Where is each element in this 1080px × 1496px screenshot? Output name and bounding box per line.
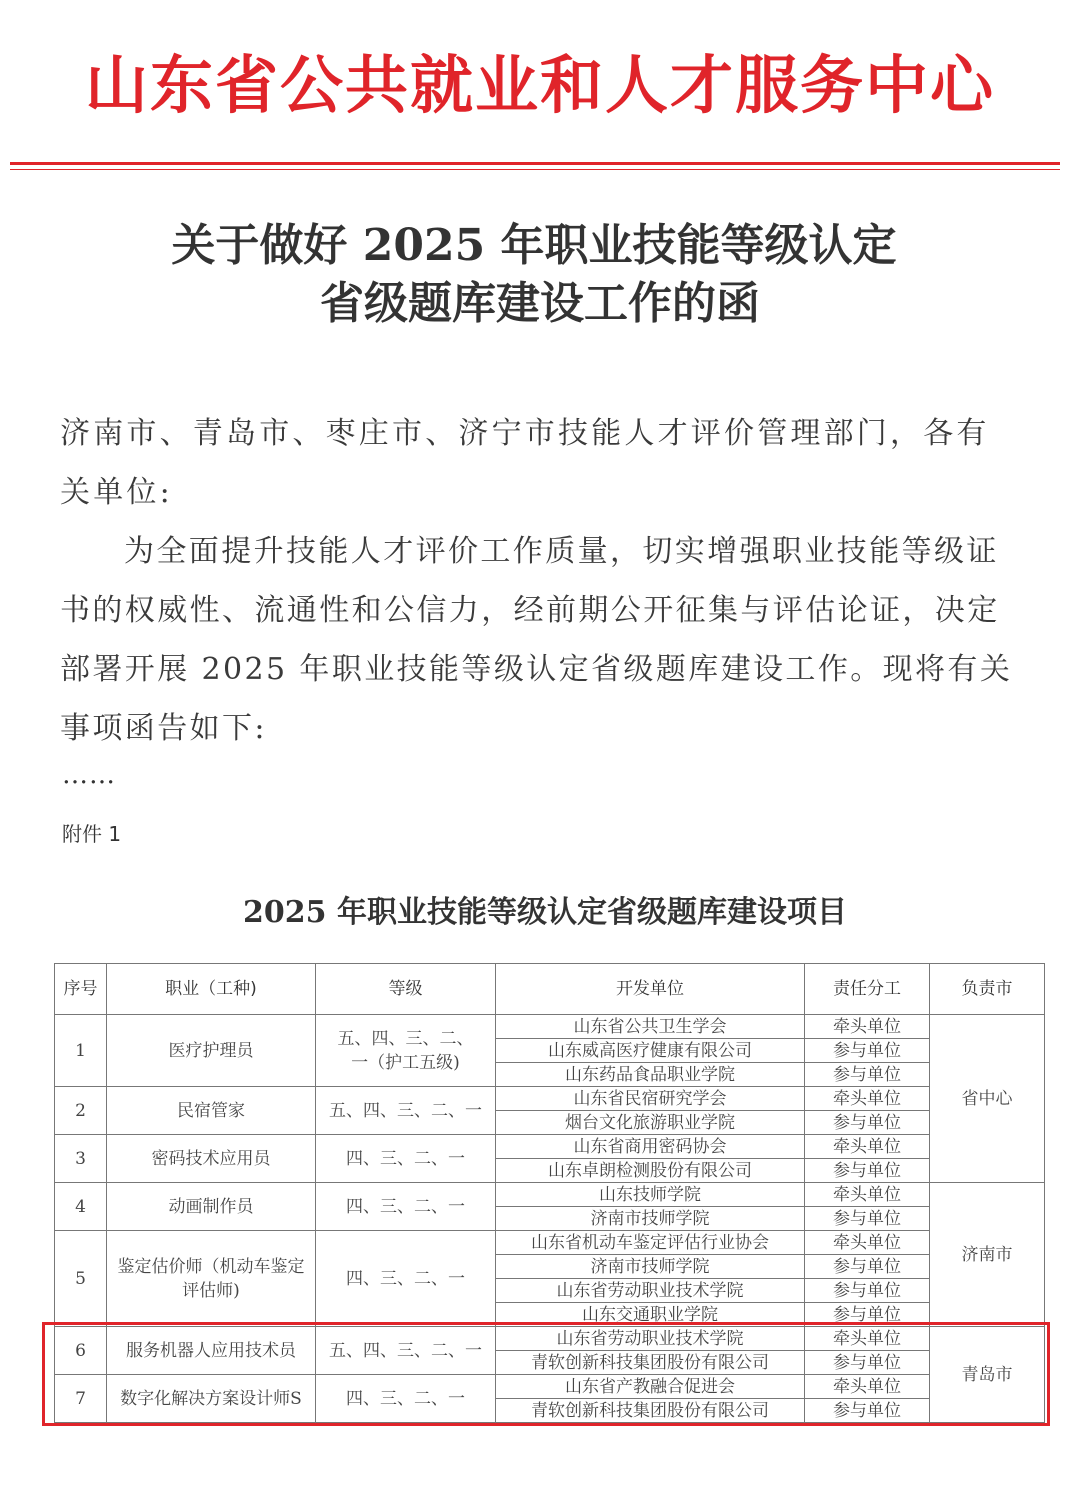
cell-developer: 山东省公共卫生学会 [496, 1015, 805, 1039]
cell-developer: 山东省商用密码协会 [496, 1135, 805, 1159]
cell-no: 3 [55, 1135, 107, 1183]
cell-role: 参与单位 [805, 1351, 930, 1375]
cell-occupation: 民宿管家 [107, 1087, 316, 1135]
header-level: 等级 [316, 964, 496, 1015]
body-paragraph: 为全面提升技能人才评价工作质量，切实增强职业技能等级证书的权威性、流通性和公信力，经前期公开征集与评估论证，决定部署开展 2025 年职业技能等级认定省级题库建设工作。现将有关事项函告如下: [60, 534, 1013, 746]
table-header-row [55, 964, 1045, 1015]
cell-occupation: 动画制作员 [107, 1183, 316, 1231]
cell-developer: 青软创新科技集团股份有限公司 [496, 1351, 805, 1375]
cell-developer: 济南市技师学院 [496, 1207, 805, 1231]
cell-developer: 山东交通职业学院 [496, 1303, 805, 1327]
header-no: 序号 [55, 964, 107, 1015]
cell-no: 1 [55, 1015, 107, 1087]
cell-developer: 山东药品食品职业学院 [496, 1063, 805, 1087]
cell-level: 四、三、二、一 [316, 1183, 496, 1231]
cell-role: 参与单位 [805, 1255, 930, 1279]
cell-developer: 青软创新科技集团股份有限公司 [496, 1399, 805, 1423]
header-city: 负责市 [930, 964, 1045, 1015]
table-row [55, 1087, 1045, 1111]
cell-developer: 烟台文化旅游职业学院 [496, 1111, 805, 1135]
document-title-line1: 关于做好 2025 年职业技能等级认定 [171, 220, 897, 271]
issuer-header: 山东省公共就业和人才服务中心 [85, 48, 995, 122]
cell-occupation: 数字化解决方案设计师S [107, 1375, 316, 1423]
cell-developer: 山东省产教融合促进会 [496, 1375, 805, 1399]
cell-no: 2 [55, 1087, 107, 1135]
header-role: 责任分工 [805, 964, 930, 1015]
cell-developer: 山东省劳动职业技术学院 [496, 1279, 805, 1303]
header-occupation: 职业（工种) [107, 964, 316, 1015]
cell-level: 五、四、三、二、一 [316, 1327, 496, 1375]
cell-no: 6 [55, 1327, 107, 1375]
cell-role: 牵头单位 [805, 1327, 930, 1351]
cell-level: 五、四、三、二、一 [316, 1087, 496, 1135]
cell-role: 牵头单位 [805, 1375, 930, 1399]
cell-role: 牵头单位 [805, 1231, 930, 1255]
cell-role: 牵头单位 [805, 1087, 930, 1111]
cell-no: 4 [55, 1183, 107, 1231]
cell-city: 济南市 [930, 1183, 1045, 1327]
addressee: 济南市、青岛市、枣庄市、济宁市技能人才评价管理部门，各有关单位: [60, 416, 990, 510]
cell-developer: 山东技师学院 [496, 1183, 805, 1207]
cell-occupation: 密码技术应用员 [107, 1135, 316, 1183]
cell-role: 参与单位 [805, 1039, 930, 1063]
cell-role: 参与单位 [805, 1207, 930, 1231]
cell-developer: 山东省劳动职业技术学院 [496, 1327, 805, 1351]
cell-level: 五、四、三、二、一（护工五级) [316, 1015, 496, 1087]
cell-no: 7 [55, 1375, 107, 1423]
table-row [55, 1183, 1045, 1207]
cell-occupation: 鉴定估价师（机动车鉴定评估师) [107, 1231, 316, 1327]
header-red-rule [10, 162, 1060, 165]
cell-role: 牵头单位 [805, 1135, 930, 1159]
cell-developer: 济南市技师学院 [496, 1255, 805, 1279]
header-red-rule-thin [10, 169, 1060, 170]
cell-role: 参与单位 [805, 1111, 930, 1135]
cell-role: 参与单位 [805, 1399, 930, 1423]
cell-role: 参与单位 [805, 1159, 930, 1183]
cell-occupation: 医疗护理员 [107, 1015, 316, 1087]
attachment-label: 附件 1 [62, 822, 122, 846]
cell-city: 青岛市 [930, 1327, 1045, 1423]
cell-no: 5 [55, 1231, 107, 1327]
cell-developer: 山东省机动车鉴定评估行业协会 [496, 1231, 805, 1255]
table-row [55, 1231, 1045, 1255]
cell-level: 四、三、二、一 [316, 1231, 496, 1327]
cell-developer: 山东威高医疗健康有限公司 [496, 1039, 805, 1063]
table-title: 2025 年职业技能等级认定省级题库建设项目 [243, 895, 847, 930]
cell-role: 参与单位 [805, 1063, 930, 1087]
highlight-box-qingdao [42, 1322, 1050, 1426]
cell-role: 参与单位 [805, 1303, 930, 1327]
document-title-line2: 省级题库建设工作的函 [320, 278, 760, 329]
cell-role: 参与单位 [805, 1279, 930, 1303]
table-row [55, 1135, 1045, 1159]
cell-level: 四、三、二、一 [316, 1135, 496, 1183]
cell-level: 四、三、二、一 [316, 1375, 496, 1423]
cell-developer: 山东省民宿研究学会 [496, 1087, 805, 1111]
ellipsis: …… [62, 760, 116, 790]
cell-occupation: 服务机器人应用技术员 [107, 1327, 316, 1375]
header-developer: 开发单位 [496, 964, 805, 1015]
cell-developer: 山东卓朗检测股份有限公司 [496, 1159, 805, 1183]
table-row [55, 1015, 1045, 1039]
cell-city: 省中心 [930, 1015, 1045, 1183]
cell-role: 牵头单位 [805, 1183, 930, 1207]
cell-role: 牵头单位 [805, 1015, 930, 1039]
